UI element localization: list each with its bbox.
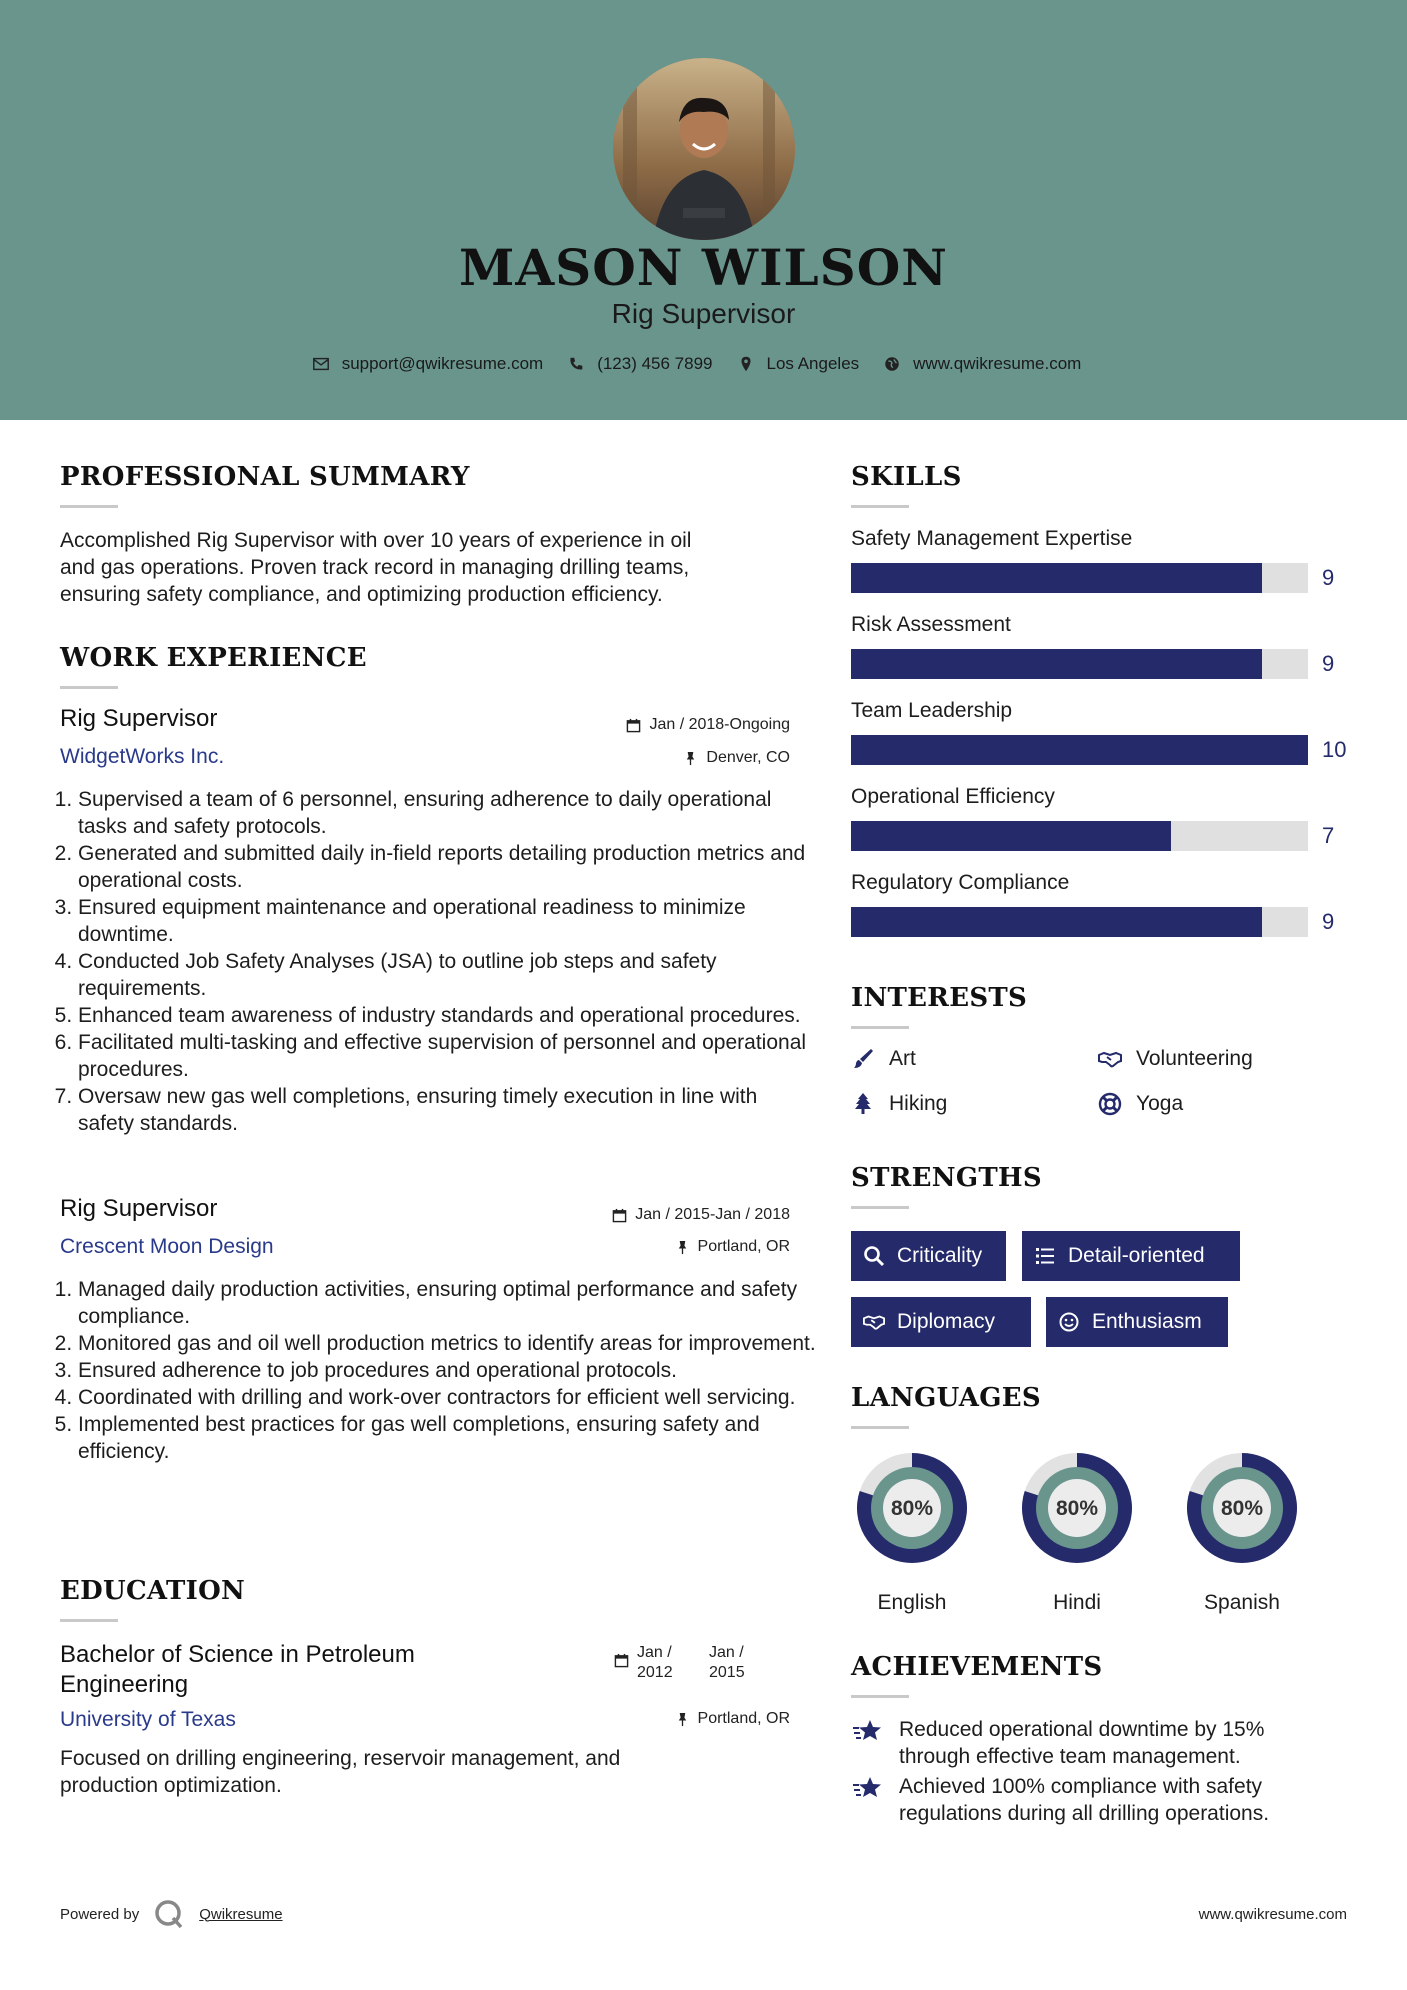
interest-yoga bbox=[1098, 1092, 1183, 1116]
calendar-icon bbox=[614, 1653, 629, 1668]
section-title-strengths: STRENGTHS bbox=[851, 1163, 1042, 1193]
contact-bar bbox=[0, 354, 1407, 374]
job-dates bbox=[540, 1206, 790, 1224]
contact-website[interactable] bbox=[883, 354, 1081, 374]
section-divider bbox=[851, 1426, 909, 1429]
job-dates-text: Jan / 2018-Ongoing bbox=[649, 716, 790, 733]
section-title-languages: LANGUAGES bbox=[851, 1383, 1041, 1413]
list-item: 3. Ensured adherence to job procedures and operational protocols. bbox=[78, 1357, 818, 1384]
pushpin-icon bbox=[675, 1712, 690, 1727]
education-location-text: Portland, OR bbox=[697, 1710, 790, 1727]
language-ring bbox=[851, 1447, 973, 1569]
section-divider bbox=[60, 686, 118, 689]
smile-icon bbox=[1058, 1311, 1080, 1333]
section-title-interests: INTERESTS bbox=[851, 983, 1028, 1013]
tree-icon bbox=[851, 1092, 875, 1116]
list-icon bbox=[1034, 1245, 1056, 1267]
edu-end-b: 2015 bbox=[709, 1664, 745, 1681]
candidate-name: MASON WILSON bbox=[459, 238, 948, 297]
achievement-line: regulations during all drilling operations. bbox=[899, 1802, 1270, 1825]
company-name[interactable]: WidgetWorks Inc. bbox=[60, 745, 225, 768]
footer-powered-by bbox=[60, 1898, 283, 1930]
phone-text: (123) 456 7899 bbox=[597, 354, 713, 373]
interest-hiking bbox=[851, 1092, 947, 1116]
summary-text bbox=[60, 527, 800, 608]
location-text: Los Angeles bbox=[766, 354, 860, 373]
interest-label: Volunteering bbox=[1136, 1047, 1253, 1070]
job-location bbox=[560, 749, 790, 767]
star-award-icon bbox=[851, 1771, 885, 1805]
skill-bar-track bbox=[851, 907, 1308, 937]
skill-bar-track bbox=[851, 821, 1308, 851]
interest-label: Yoga bbox=[1136, 1092, 1184, 1115]
summary-line: Accomplished Rig Supervisor with over 10 years of experience in oil bbox=[60, 529, 692, 552]
language-name: Hindi bbox=[1053, 1591, 1101, 1614]
website-text: www.qwikresume.com bbox=[913, 354, 1082, 373]
section-title-work: WORK EXPERIENCE bbox=[60, 643, 367, 673]
section-title-skills: SKILLS bbox=[851, 462, 962, 492]
job-title: Rig Supervisor bbox=[60, 705, 218, 732]
skill-label: Team Leadership bbox=[851, 699, 1013, 722]
education-dates bbox=[614, 1643, 745, 1683]
summary-line: and gas operations. Proven track record in managing drilling teams, bbox=[60, 556, 690, 579]
language-item bbox=[1016, 1447, 1138, 1614]
contact-phone[interactable] bbox=[567, 354, 712, 374]
section-divider bbox=[60, 1619, 118, 1622]
interest-volunteering bbox=[1098, 1047, 1253, 1071]
skill-bar-fill bbox=[851, 649, 1262, 679]
star-award-icon bbox=[851, 1714, 885, 1748]
language-percent: 80% bbox=[1220, 1497, 1264, 1520]
job-dates bbox=[560, 716, 790, 734]
paintbrush-icon bbox=[851, 1047, 875, 1071]
phone-icon bbox=[567, 355, 585, 373]
list-item: 2. Monitored gas and oil well production metrics to identify areas for improvement. bbox=[78, 1330, 818, 1357]
section-title-summary: PROFESSIONAL SUMMARY bbox=[60, 462, 470, 492]
globe-icon bbox=[883, 355, 901, 373]
list-item: 2. Generated and submitted daily in-field reports detailing production metrics and operational costs. bbox=[78, 840, 818, 894]
skill-label: Operational Efficiency bbox=[851, 785, 1055, 808]
edu-start-a: Jan / bbox=[637, 1644, 672, 1661]
language-percent: 80% bbox=[1055, 1497, 1099, 1520]
strength-badge-detail-oriented bbox=[1022, 1231, 1240, 1281]
achievement-item bbox=[851, 1716, 1264, 1770]
list-item: 6. Facilitated multi-tasking and effective supervision of personnel and operational procedures. bbox=[78, 1029, 818, 1083]
achievement-line: Achieved 100% compliance with safety bbox=[899, 1775, 1263, 1798]
education-location bbox=[560, 1710, 790, 1728]
education-desc-line: production optimization. bbox=[60, 1774, 282, 1797]
lifebuoy-icon bbox=[1098, 1092, 1122, 1116]
skill-bar-track bbox=[851, 649, 1308, 679]
section-divider bbox=[851, 505, 909, 508]
skill-label: Regulatory Compliance bbox=[851, 871, 1070, 894]
contact-email[interactable] bbox=[312, 354, 544, 374]
achievement-line: through effective team management. bbox=[899, 1745, 1241, 1768]
pushpin-icon bbox=[675, 1240, 690, 1255]
achievement-line: Reduced operational downtime by 15% bbox=[899, 1718, 1265, 1741]
list-item: 1. Managed daily production activities, ensuring optimal performance and safety compliance. bbox=[78, 1276, 818, 1330]
education-desc-line: Focused on drilling engineering, reservoir management, and bbox=[60, 1747, 621, 1770]
skill-bar-track bbox=[851, 735, 1308, 765]
section-divider bbox=[851, 1206, 909, 1209]
language-name: English bbox=[877, 1591, 947, 1614]
language-item bbox=[851, 1447, 973, 1614]
degree-title bbox=[60, 1640, 415, 1700]
calendar-icon bbox=[626, 718, 641, 733]
list-item: 7. Oversaw new gas well completions, ensuring timely execution in line with safety standards. bbox=[78, 1083, 818, 1137]
strength-label: Criticality bbox=[897, 1244, 983, 1267]
school-name[interactable]: University of Texas bbox=[60, 1708, 236, 1731]
list-item: 1. Supervised a team of 6 personnel, ensuring adherence to daily operational tasks and safety protocols. bbox=[78, 786, 818, 840]
summary-line: ensuring safety compliance, and optimizing production efficiency. bbox=[60, 583, 663, 606]
strength-label: Enthusiasm bbox=[1092, 1310, 1202, 1333]
skill-label: Safety Management Expertise bbox=[851, 527, 1133, 550]
interest-label: Art bbox=[889, 1047, 916, 1070]
email-text: support@qwikresume.com bbox=[341, 354, 544, 373]
language-percent: 80% bbox=[890, 1497, 934, 1520]
skill-score: 7 bbox=[1322, 823, 1335, 848]
candidate-title: Rig Supervisor bbox=[611, 298, 796, 329]
list-item: 3. Ensured equipment maintenance and operational readiness to minimize downtime. bbox=[78, 894, 818, 948]
skill-bar-fill bbox=[851, 821, 1171, 851]
strength-badge-diplomacy bbox=[851, 1297, 1031, 1347]
language-ring bbox=[1181, 1447, 1303, 1569]
qwikresume-logo-icon bbox=[153, 1898, 185, 1930]
job-dates-text: Jan / 2015-Jan / 2018 bbox=[635, 1206, 790, 1223]
powered-by-text: Powered by bbox=[60, 1905, 140, 1923]
strength-label: Detail-oriented bbox=[1068, 1244, 1205, 1267]
list-item: 5. Enhanced team awareness of industry standards and operational procedures. bbox=[78, 1002, 818, 1029]
job-bullets bbox=[58, 786, 818, 1137]
list-item: 4. Conducted Job Safety Analyses (JSA) to outline job steps and safety requirements. bbox=[78, 948, 818, 1002]
edu-end-a: Jan / bbox=[709, 1644, 744, 1661]
job-title: Rig Supervisor bbox=[60, 1195, 218, 1222]
skill-bar-fill bbox=[851, 735, 1308, 765]
language-name: Spanish bbox=[1204, 1591, 1280, 1614]
handshake-icon bbox=[1098, 1047, 1122, 1071]
section-divider bbox=[851, 1695, 909, 1698]
section-divider bbox=[60, 505, 118, 508]
strength-badge-enthusiasm bbox=[1046, 1297, 1228, 1347]
list-item: 5. Implemented best practices for gas well completions, ensuring safety and efficiency. bbox=[78, 1411, 818, 1465]
section-title-achievements: ACHIEVEMENTS bbox=[851, 1652, 1103, 1682]
section-title-education: EDUCATION bbox=[60, 1576, 246, 1606]
list-item: 4. Coordinated with drilling and work-over contractors for efficient well servicing. bbox=[78, 1384, 818, 1411]
skill-bar-track bbox=[851, 563, 1308, 593]
contact-location bbox=[737, 354, 860, 374]
pushpin-icon bbox=[683, 751, 698, 766]
skill-score: 10 bbox=[1322, 737, 1347, 762]
skill-bar-fill bbox=[851, 907, 1262, 937]
search-icon bbox=[863, 1245, 885, 1267]
job-bullets bbox=[58, 1276, 818, 1465]
profile-photo bbox=[613, 58, 795, 240]
strength-badge-criticality bbox=[851, 1231, 1006, 1281]
skill-score: 9 bbox=[1322, 909, 1335, 934]
degree-line: Bachelor of Science in Petroleum bbox=[60, 1641, 415, 1668]
envelope-icon bbox=[312, 355, 330, 373]
interest-label: Hiking bbox=[889, 1092, 948, 1115]
footer-website[interactable]: www.qwikresume.com bbox=[1198, 1906, 1347, 1923]
language-item bbox=[1181, 1447, 1303, 1614]
achievement-item bbox=[851, 1773, 1269, 1827]
section-divider bbox=[851, 1026, 909, 1029]
map-pin-icon bbox=[737, 355, 755, 373]
job-location-text: Portland, OR bbox=[697, 1238, 790, 1255]
handshake-icon bbox=[863, 1311, 885, 1333]
job-location-text: Denver, CO bbox=[706, 749, 790, 766]
job-location bbox=[560, 1238, 790, 1256]
skill-score: 9 bbox=[1322, 651, 1335, 676]
skill-bar-fill bbox=[851, 563, 1262, 593]
calendar-icon bbox=[612, 1208, 627, 1223]
company-name[interactable]: Crescent Moon Design bbox=[60, 1235, 274, 1258]
interest-art bbox=[851, 1047, 916, 1071]
resume-header bbox=[0, 0, 1407, 420]
education-description bbox=[60, 1745, 800, 1799]
language-ring bbox=[1016, 1447, 1138, 1569]
skill-label: Risk Assessment bbox=[851, 613, 1011, 636]
strength-label: Diplomacy bbox=[897, 1310, 996, 1333]
skill-score: 9 bbox=[1322, 565, 1335, 590]
degree-line: Engineering bbox=[60, 1671, 189, 1698]
brand-link[interactable]: Qwikresume bbox=[199, 1905, 283, 1923]
edu-start-b: 2012 bbox=[637, 1664, 673, 1681]
